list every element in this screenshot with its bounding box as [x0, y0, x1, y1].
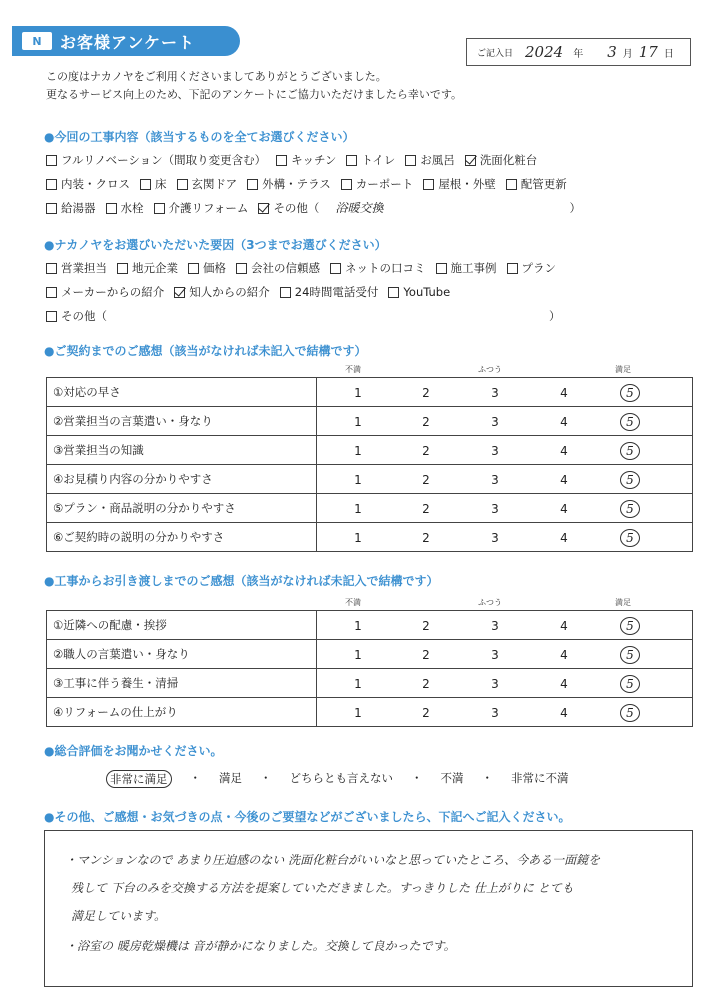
score-option[interactable] — [345, 378, 371, 407]
checkbox[interactable] — [507, 263, 518, 274]
option-label: その他（ — [61, 309, 107, 323]
rating-item-label: ②営業担当の言葉遣い・身なり — [47, 407, 317, 436]
option-label: メーカーからの紹介 — [61, 285, 165, 299]
option-item[interactable] — [506, 172, 567, 196]
contract-rating-table — [46, 377, 693, 552]
score-value: 5 — [620, 471, 640, 489]
section-work-options — [46, 148, 581, 220]
checkbox[interactable] — [423, 179, 434, 190]
date-day: 17 — [638, 43, 658, 61]
checkbox[interactable] — [188, 263, 199, 274]
option-label: 価格 — [203, 261, 226, 275]
score-option[interactable] — [413, 698, 439, 727]
option-label: カーポート — [355, 177, 414, 191]
score-option[interactable] — [413, 640, 439, 669]
score-option[interactable] — [345, 523, 371, 552]
other-text[interactable]: 浴暖交換 — [335, 201, 384, 215]
score-value: 4 — [560, 472, 568, 487]
score-option[interactable] — [413, 669, 439, 698]
option-item[interactable] — [174, 280, 270, 304]
option-item[interactable] — [46, 148, 266, 172]
option-item[interactable] — [507, 256, 557, 280]
construction-rating-table — [46, 610, 693, 727]
score-value: 4 — [560, 705, 568, 720]
option-label: 営業担当 — [61, 261, 107, 275]
score-option[interactable] — [345, 465, 371, 494]
option-item[interactable] — [465, 148, 538, 172]
date-field[interactable] — [466, 38, 691, 66]
section-overall-title: ●総合評価をお聞かせください。 — [44, 744, 223, 758]
score-option[interactable] — [345, 611, 371, 640]
option-item[interactable] — [247, 172, 331, 196]
option-item[interactable] — [423, 172, 496, 196]
table-row — [47, 669, 693, 698]
score-option[interactable] — [413, 465, 439, 494]
score-value: 3 — [491, 530, 499, 545]
score-option[interactable] — [345, 698, 371, 727]
score-value: 5 — [620, 529, 640, 547]
option-item[interactable] — [346, 148, 395, 172]
option-row — [46, 148, 581, 172]
checkbox[interactable] — [106, 203, 117, 214]
score-option[interactable] — [413, 436, 439, 465]
score-value: 2 — [422, 705, 430, 720]
option-label: キッチン — [291, 153, 337, 167]
separator: ・ — [260, 771, 272, 785]
rating-item-label: ④リフォームの仕上がり — [47, 698, 317, 727]
score-option[interactable] — [345, 407, 371, 436]
checkbox[interactable] — [236, 263, 247, 274]
option-label: 会社の信頼感 — [251, 261, 320, 275]
score-value: 3 — [491, 443, 499, 458]
option-label: 給湯器 — [61, 201, 96, 215]
option-label: 屋根・外壁 — [438, 177, 496, 191]
separator: ・ — [411, 771, 423, 785]
score-value: 1 — [354, 618, 362, 633]
score-value: 2 — [422, 647, 430, 662]
score-option[interactable] — [617, 407, 643, 436]
score-option[interactable] — [413, 494, 439, 523]
score-value: 5 — [620, 384, 640, 402]
separator: ・ — [189, 771, 201, 785]
score-option[interactable] — [482, 669, 508, 698]
score-option[interactable] — [617, 669, 643, 698]
score-option[interactable] — [345, 640, 371, 669]
checkbox[interactable] — [388, 287, 399, 298]
score-option[interactable] — [413, 378, 439, 407]
score-value: 1 — [354, 647, 362, 662]
option-item[interactable] — [280, 280, 379, 304]
other-close-paren: ） — [549, 309, 561, 323]
scale-low-label-2: 不満 — [345, 598, 361, 607]
scale-low-label: 不満 — [345, 365, 361, 374]
option-row — [46, 280, 566, 304]
score-value: 2 — [422, 414, 430, 429]
score-option[interactable] — [551, 611, 577, 640]
option-label: 水栓 — [120, 201, 144, 215]
option-item[interactable] — [154, 196, 249, 220]
overall-rating-options — [106, 770, 587, 788]
comments-box[interactable] — [44, 830, 693, 987]
comment-line: ・浴室の 暖房乾燥機は 音が静かになりました。交換して良かったです。 — [65, 939, 456, 953]
score-value: 5 — [620, 442, 640, 460]
score-option[interactable] — [413, 611, 439, 640]
score-option[interactable] — [345, 436, 371, 465]
comment-line: 満足しています。 — [71, 909, 167, 923]
option-item[interactable] — [106, 196, 144, 220]
rating-scores — [317, 698, 693, 727]
score-value: 3 — [491, 676, 499, 691]
option-label: 洗面化粧台 — [479, 153, 538, 167]
other-close-paren: ） — [569, 201, 581, 215]
company-logo-icon: N — [22, 32, 52, 50]
checkbox[interactable] — [46, 203, 57, 214]
checkbox[interactable] — [258, 203, 269, 214]
score-value: 3 — [491, 385, 499, 400]
scale-high-label-2: 満足 — [615, 598, 631, 607]
section-reason-title: ●ナカノヤをお選びいただいた要因（3つまでお選びください） — [44, 238, 387, 252]
score-option[interactable] — [551, 494, 577, 523]
score-value: 2 — [422, 618, 430, 633]
scale-high-label: 満足 — [615, 365, 631, 374]
table-row — [47, 494, 693, 523]
score-value: 5 — [620, 413, 640, 431]
score-value: 1 — [354, 676, 362, 691]
checkbox[interactable] — [280, 287, 291, 298]
score-option[interactable] — [345, 494, 371, 523]
option-label: お風呂 — [420, 153, 455, 167]
overall-option[interactable]: どちらとも言えない — [289, 771, 393, 785]
rating-scores — [317, 611, 693, 640]
option-label: 施工事例 — [450, 261, 497, 275]
score-value: 3 — [491, 705, 499, 720]
option-item[interactable] — [46, 196, 96, 220]
score-option[interactable] — [482, 436, 508, 465]
section-reason-options — [46, 256, 566, 328]
rating-item-label: ①近隣への配慮・挨拶 — [47, 611, 317, 640]
score-value: 1 — [354, 443, 362, 458]
score-value: 5 — [620, 646, 640, 664]
option-item[interactable] — [46, 256, 107, 280]
option-label: 玄関ドア — [191, 177, 238, 191]
section-contract-title: ●ご契約までのご感想（該当がなければ未記入で結構です） — [44, 344, 367, 358]
intro-line-2: 更なるサービス向上のため、下記のアンケートにご協力いただけましたら幸いです。 — [46, 88, 463, 101]
score-option[interactable] — [617, 378, 643, 407]
option-label: フルリノベーション（間取り変更含む） — [61, 153, 267, 167]
score-value: 3 — [491, 472, 499, 487]
scale-mid-label-2: ふつう — [478, 598, 502, 607]
checkbox[interactable] — [154, 203, 165, 214]
score-option[interactable] — [551, 436, 577, 465]
option-item[interactable] — [188, 256, 226, 280]
score-option[interactable] — [551, 523, 577, 552]
table-row — [47, 436, 693, 465]
score-option[interactable] — [617, 494, 643, 523]
option-item[interactable] — [46, 304, 107, 328]
option-item[interactable] — [341, 172, 414, 196]
score-option[interactable] — [482, 378, 508, 407]
rating-scores — [317, 436, 693, 465]
option-item[interactable] — [117, 256, 178, 280]
score-value: 3 — [491, 647, 499, 662]
rating-item-label: ④お見積り内容の分かりやすさ — [47, 465, 317, 494]
table-row — [47, 698, 693, 727]
option-label: ネットの口コミ — [345, 261, 426, 275]
table-row — [47, 640, 693, 669]
checkbox[interactable] — [174, 287, 185, 298]
option-item[interactable] — [436, 256, 497, 280]
section-comments-title: ●その他、ご感想・お気づきの点・今後のご要望などがございましたら、下記へご記入ください。 — [44, 810, 571, 824]
overall-option[interactable]: 非常に満足 — [106, 770, 172, 788]
option-item[interactable] — [236, 256, 320, 280]
checkbox[interactable] — [140, 179, 151, 190]
checkbox[interactable] — [341, 179, 352, 190]
option-row — [46, 256, 566, 280]
rating-item-label: ⑥ご契約時の説明の分かりやすさ — [47, 523, 317, 552]
score-option[interactable] — [482, 407, 508, 436]
title-banner — [12, 26, 240, 56]
table-row — [47, 378, 693, 407]
score-value: 4 — [560, 385, 568, 400]
date-label: ご記入日 — [477, 48, 514, 59]
score-value: 2 — [422, 385, 430, 400]
table-row — [47, 523, 693, 552]
checkbox[interactable] — [405, 155, 416, 166]
checkbox[interactable] — [346, 155, 357, 166]
score-value: 1 — [354, 414, 362, 429]
score-option[interactable] — [551, 640, 577, 669]
score-option[interactable] — [482, 640, 508, 669]
option-label: 内装・クロス — [61, 177, 130, 191]
score-value: 4 — [560, 676, 568, 691]
overall-option[interactable]: 満足 — [219, 771, 242, 785]
overall-option[interactable]: 非常に不満 — [511, 771, 569, 785]
option-label: 介護リフォーム — [168, 201, 249, 215]
score-value: 1 — [354, 472, 362, 487]
option-item[interactable] — [140, 172, 167, 196]
score-option[interactable] — [551, 465, 577, 494]
checkbox[interactable] — [465, 155, 476, 166]
checkbox[interactable] — [46, 311, 57, 322]
day-unit: 日 — [663, 48, 674, 60]
table-row — [47, 465, 693, 494]
score-value: 2 — [422, 676, 430, 691]
option-item[interactable] — [388, 280, 450, 304]
month-unit: 月 — [622, 48, 633, 60]
date-year: 2024 — [525, 43, 564, 61]
score-option[interactable] — [345, 669, 371, 698]
option-label: 配管更新 — [520, 177, 567, 191]
score-option[interactable] — [617, 465, 643, 494]
option-label: 地元企業 — [132, 261, 178, 275]
score-option[interactable] — [413, 407, 439, 436]
score-option[interactable] — [551, 407, 577, 436]
score-option[interactable] — [482, 611, 508, 640]
score-option[interactable] — [551, 378, 577, 407]
option-item[interactable] — [405, 148, 455, 172]
option-label: その他（ — [273, 201, 320, 215]
score-value: 2 — [422, 530, 430, 545]
option-item[interactable] — [258, 196, 319, 220]
score-option[interactable] — [617, 640, 643, 669]
score-value: 1 — [354, 501, 362, 516]
score-value: 1 — [354, 530, 362, 545]
score-option[interactable] — [482, 465, 508, 494]
score-option[interactable] — [617, 611, 643, 640]
overall-option[interactable]: 不満 — [440, 771, 464, 785]
checkbox[interactable] — [276, 155, 287, 166]
option-item[interactable] — [46, 280, 164, 304]
score-value: 5 — [620, 500, 640, 518]
score-value: 2 — [422, 501, 430, 516]
option-label: 床 — [155, 177, 167, 191]
score-value: 5 — [620, 675, 640, 693]
score-value: 3 — [491, 501, 499, 516]
score-value: 4 — [560, 530, 568, 545]
score-value: 2 — [422, 472, 430, 487]
rating-scores — [317, 407, 693, 436]
rating-item-label: ③工事に伴う養生・清掃 — [47, 669, 317, 698]
rating-item-label: ⑤プラン・商品説明の分かりやすさ — [47, 494, 317, 523]
score-value: 5 — [620, 617, 640, 635]
score-option[interactable] — [482, 698, 508, 727]
option-item[interactable] — [330, 256, 426, 280]
intro-text — [46, 68, 462, 104]
scale-mid-label: ふつう — [478, 365, 502, 374]
rating-item-label: ①対応の早さ — [47, 378, 317, 407]
option-label: 外構・テラス — [262, 177, 331, 191]
rating-scores — [317, 378, 693, 407]
score-option[interactable] — [551, 669, 577, 698]
section-work-title: ●今回の工事内容（該当するものを全てお選びください） — [44, 130, 355, 144]
intro-line-1: この度はナカノヤをご利用くださいましてありがとうございました。 — [46, 70, 387, 83]
comment-line: 残して 下台のみを交換する方法を提案していただきました。すっきりした 仕上がりに とても — [71, 881, 574, 895]
checkbox[interactable] — [177, 179, 188, 190]
checkbox[interactable] — [46, 155, 57, 166]
score-value: 5 — [620, 704, 640, 722]
checkbox[interactable] — [46, 263, 57, 274]
comment-line: ・マンションなので あまり圧迫感のない 洗面化粧台がいいなと思っていたところ、今ある一面鏡を — [65, 853, 601, 867]
score-option[interactable] — [617, 698, 643, 727]
option-label: 24時間電話受付 — [294, 285, 379, 299]
page-title: お客様アンケート — [60, 32, 196, 52]
rating-scores — [317, 494, 693, 523]
option-row — [46, 304, 566, 328]
separator: ・ — [481, 771, 493, 785]
score-value: 3 — [491, 414, 499, 429]
rating-scores — [317, 465, 693, 494]
score-value: 4 — [560, 647, 568, 662]
option-label: プラン — [521, 261, 556, 275]
date-month: 3 — [607, 43, 617, 61]
section-construction-title: ●工事からお引き渡しまでのご感想（該当がなければ未記入で結構です） — [44, 574, 439, 588]
option-row — [46, 172, 581, 196]
option-item[interactable] — [46, 172, 130, 196]
header — [0, 12, 709, 60]
score-value: 3 — [491, 618, 499, 633]
option-item[interactable] — [177, 172, 238, 196]
rating-scores — [317, 669, 693, 698]
option-label: YouTube — [403, 285, 451, 299]
rating-item-label: ③営業担当の知識 — [47, 436, 317, 465]
score-value: 1 — [354, 385, 362, 400]
score-option[interactable] — [617, 436, 643, 465]
checkbox[interactable] — [117, 263, 128, 274]
score-option[interactable] — [482, 494, 508, 523]
score-option[interactable] — [482, 523, 508, 552]
table-row — [47, 407, 693, 436]
score-value: 4 — [560, 414, 568, 429]
score-option[interactable] — [617, 523, 643, 552]
score-value: 4 — [560, 443, 568, 458]
score-value: 4 — [560, 501, 568, 516]
option-row — [46, 196, 581, 220]
rating-item-label: ②職人の言葉遣い・身なり — [47, 640, 317, 669]
checkbox[interactable] — [436, 263, 447, 274]
checkbox[interactable] — [46, 179, 57, 190]
table-row — [47, 611, 693, 640]
score-value: 1 — [354, 705, 362, 720]
option-label: トイレ — [361, 153, 396, 167]
checkbox[interactable] — [330, 263, 341, 274]
rating-scores — [317, 523, 693, 552]
score-value: 4 — [560, 618, 568, 633]
rating-scores — [317, 640, 693, 669]
checkbox[interactable] — [506, 179, 517, 190]
option-label: 知人からの紹介 — [189, 285, 270, 299]
score-option[interactable] — [551, 698, 577, 727]
checkbox[interactable] — [247, 179, 258, 190]
checkbox[interactable] — [46, 287, 57, 298]
score-option[interactable] — [413, 523, 439, 552]
score-value: 2 — [422, 443, 430, 458]
option-item[interactable] — [276, 148, 336, 172]
year-unit: 年 — [573, 48, 584, 60]
